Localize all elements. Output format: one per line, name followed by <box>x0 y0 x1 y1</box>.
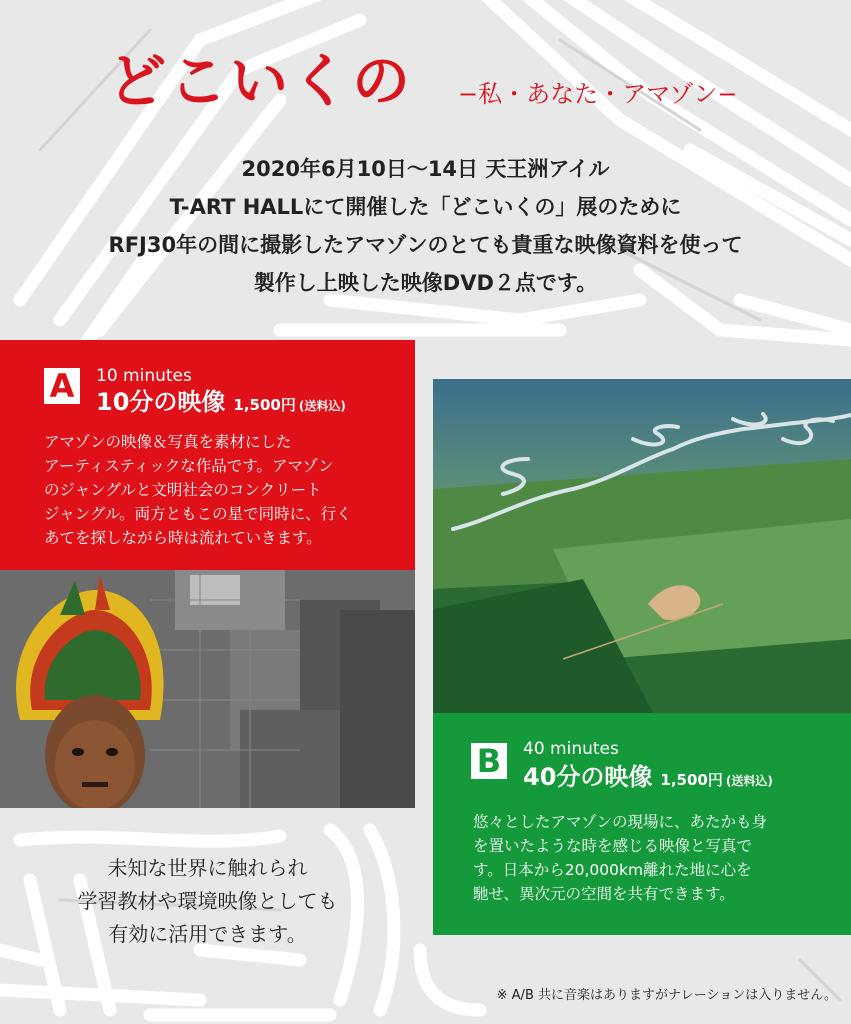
dvd-a-duration: 10 minutes <box>96 366 192 386</box>
dvd-b-price-note: (送料込) <box>725 774 773 788</box>
dvd-b-photo <box>433 379 851 713</box>
dvd-a-desc-line: のジャングルと文明社会のコンクリート <box>44 481 322 499</box>
closing-line: 未知な世界に触れられ <box>107 856 308 880</box>
dvd-a-badge: A <box>44 368 80 404</box>
intro-line: 2020年6月10日〜14日 天王洲アイル <box>241 157 610 181</box>
dvd-a-price: 1,500円 <box>233 396 296 414</box>
dvd-b-heading <box>523 765 773 789</box>
dvd-a-price-note: (送料込) <box>298 399 346 413</box>
intro-text <box>0 150 851 302</box>
dvd-a-desc-line: ジャングル。両方ともこの星で同時に、行く <box>44 505 352 523</box>
dvd-b-desc-line: を置いたような時を感じる映像と写真で <box>473 837 753 855</box>
dvd-b-desc-line: す。日本から20,000km離れた地に心を <box>473 861 752 879</box>
closing-text <box>0 852 415 951</box>
dvd-b-badge: B <box>471 743 507 779</box>
dvd-a-heading-text: 10分の映像 <box>96 388 226 416</box>
dvd-b-description <box>473 810 767 906</box>
dvd-a-description <box>44 430 352 550</box>
dvd-b-price: 1,500円 <box>660 771 723 789</box>
dvd-a-desc-line: アーティスティックな作品です。アマゾン <box>44 457 334 475</box>
intro-line: 製作し上映した映像DVD２点です。 <box>253 271 598 295</box>
dvd-b-heading-text: 40分の映像 <box>523 763 653 791</box>
dvd-b-panel <box>433 713 851 935</box>
dvd-a-photo <box>0 570 415 808</box>
footnote: ※ A/B 共に音楽はありますがナレーションは入りません。 <box>496 988 837 1003</box>
dvd-a-heading <box>96 390 346 414</box>
dvd-b-desc-line: 悠々としたアマゾンの現場に、あたかも身 <box>473 813 768 831</box>
dvd-a-panel <box>0 340 415 570</box>
dvd-b-desc-line: 馳せ、異次元の空間を共有できます。 <box>473 885 735 903</box>
dvd-b-duration: 40 minutes <box>523 739 619 759</box>
page-subtitle: −私・あなた・アマゾン− <box>458 80 738 108</box>
page-title: どこいくの <box>108 47 414 115</box>
closing-line: 有効に活用できます。 <box>108 922 307 946</box>
intro-line: RFJ30年の間に撮影したアマゾンのとても貴重な映像資料を使って <box>108 233 743 257</box>
intro-line: T-ART HALLにて開催した「どこいくの」展のために <box>169 195 682 219</box>
dvd-a-desc-line: あてを探しながら時は流れていきます。 <box>44 529 322 547</box>
closing-line: 学習教材や環境映像としても <box>77 889 338 913</box>
dvd-a-desc-line: アマゾンの映像＆写真を素材にした <box>44 433 292 451</box>
